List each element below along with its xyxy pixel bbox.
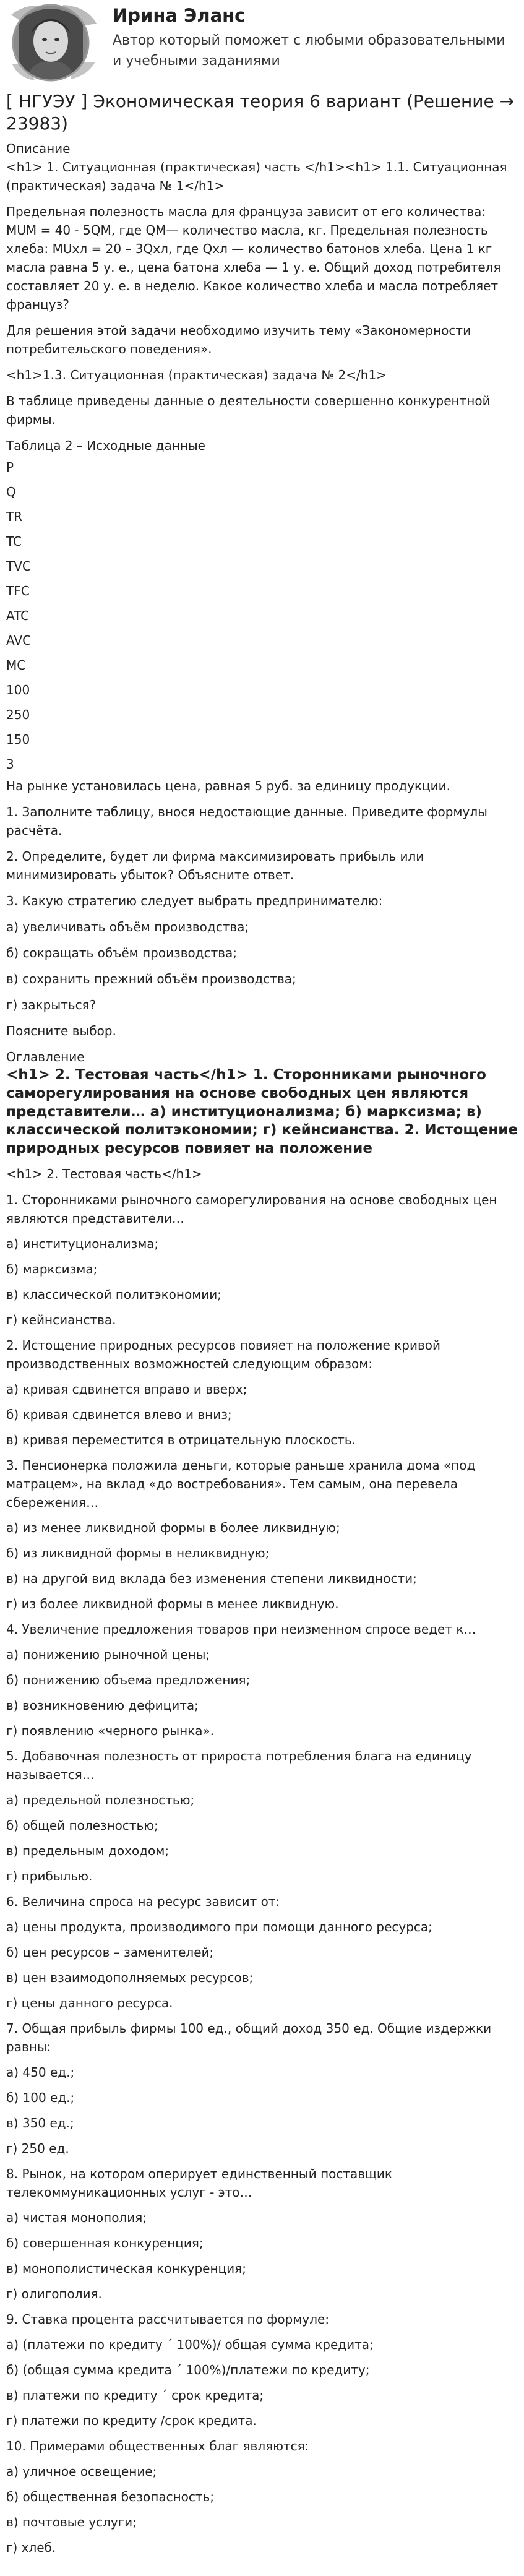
table-cell: 3	[6, 756, 14, 772]
table-caption: Таблица 2 – Исходные данные	[6, 437, 205, 453]
table-cell: Q	[6, 484, 16, 499]
question-item: б) сокращать объём производства;	[6, 945, 238, 960]
test-item: а) кривая сдвинется вправо и вверх;	[6, 1382, 247, 1397]
author-info	[113, 2, 518, 71]
test-item: в) предельным доходом;	[6, 1843, 170, 1859]
table-cell: P	[6, 459, 14, 475]
question-item: 3. Какую стратегию следует выбрать предпринимателю:	[6, 893, 383, 908]
data-table	[6, 455, 518, 777]
question-item: 1. Заполните таблицу, внося недостающие данные. Приведите формулы расчёта.	[6, 804, 487, 838]
table-cell: 250	[6, 707, 30, 722]
test-item: г) из более ликвидной формы в менее ликвидную.	[6, 1596, 339, 1612]
test-item: б) общественная безопасность;	[6, 2489, 215, 2505]
question-item: Поясните выбор.	[6, 1023, 116, 1038]
test-item: г) кейнсианства.	[6, 1312, 116, 1328]
test-item: а) из менее ликвидной формы в более ликвидную;	[6, 1520, 340, 1536]
test-item: а) (платежи по кредиту ´ 100%)/ общая сумма кредита;	[6, 2337, 374, 2353]
test-item: 5. Добавочная полезность от прироста потребления блага на единицу называется…	[6, 1749, 472, 1783]
test-item: 3. Пенсионерка положила деньги, которые раньше хранила дома «под матрацем», на вклад «до востребования». Тем самым, она перевела сбережения…	[6, 1458, 476, 1510]
author-description: Автор который поможет с любыми образовательными и учебными заданиями	[113, 33, 505, 69]
test-item: в) цен взаимодополняемых ресурсов;	[6, 1970, 254, 1986]
test-item: б) кривая сдвинется влево и вниз;	[6, 1407, 232, 1423]
question-item: г) закрыться?	[6, 997, 97, 1012]
test-item: б) цен ресурсов – заменителей;	[6, 1945, 214, 1960]
page-title: [ НГУЭУ ] Экономическая теория 6 вариант (Решение → 23983)	[6, 91, 515, 134]
test-item: а) институционализма;	[6, 1236, 159, 1252]
question-item: 2. Определите, будет ли фирма максимизировать прибыль или минимизировать убыток? Объясните ответ.	[6, 848, 424, 882]
description-label: Описание	[6, 140, 71, 156]
table-cell: TC	[6, 533, 22, 549]
test-item: в) кривая переместится в отрицательную плоскость.	[6, 1432, 356, 1448]
test-item: 1. Сторонниками рыночного саморегулирования на основе свободных цен являются представители…	[6, 1192, 497, 1226]
test-item: в) 350 ед.;	[6, 2116, 74, 2131]
table-cell: 150	[6, 731, 30, 747]
test-item: в) классической политэкономии;	[6, 1287, 222, 1303]
question-item: а) увеличивать объём производства;	[6, 919, 249, 934]
test-item: в) платежи по кредиту ´ срок кредита;	[6, 2388, 264, 2403]
test-item: в) почтовые услуги;	[6, 2515, 137, 2530]
test-item: 8. Рынок, на котором оперирует единственный поставщик телекоммуникационных услуг - это…	[6, 2166, 392, 2200]
test-item: б) 100 ед.;	[6, 2090, 75, 2106]
table-cell: TR	[6, 509, 23, 524]
test-item: б) марксизма;	[6, 1262, 98, 1277]
test-item: а) уличное освещение;	[6, 2464, 157, 2479]
test-item: г) хлеб.	[6, 2540, 56, 2556]
market-text: На рынке установилась цена, равная 5 руб. за единицу продукции.	[6, 778, 451, 793]
intro-html-line: <h1> 1. Ситуационная (практическая) часть </h1><h1> 1.1. Ситуационная (практическая) задача № 1</h1>	[6, 159, 507, 193]
test-list	[6, 1191, 518, 2557]
test-item: б) общей полезностью;	[6, 1818, 158, 1833]
test-item: г) появлению «черного рынка».	[6, 1723, 215, 1739]
author-name[interactable]: Ирина Эланс	[113, 5, 246, 26]
test-item: 10. Примерами общественных благ являются:	[6, 2439, 309, 2454]
test-item: 7. Общая прибыль фирмы 100 ед., общий доход 350 ед. Общие издержки равны:	[6, 2021, 492, 2055]
test-item: г) прибылью.	[6, 1869, 93, 1884]
test-item: а) чистая монополия;	[6, 2210, 147, 2226]
table-cell: TFC	[6, 583, 30, 598]
test-item: 6. Величина спроса на ресурс зависит от:	[6, 1894, 280, 1910]
test-item: г) 250 ед.	[6, 2141, 69, 2156]
test-item: а) 450 ед.;	[6, 2065, 75, 2080]
test-item: б) совершенная конкуренция;	[6, 2236, 204, 2251]
toc-label: Оглавление	[6, 1049, 85, 1064]
table-cell: TVC	[6, 558, 31, 574]
table-cell: ATC	[6, 608, 30, 623]
test-item: г) платежи по кредиту /срок кредита.	[6, 2413, 257, 2429]
test-item: 2. Истощение природных ресурсов повияет на положение кривой производственных возможностей следующим образом:	[6, 1338, 440, 1372]
avatar[interactable]	[6, 2, 99, 83]
user-avatar-icon	[6, 2, 99, 83]
test-item: б) из ликвидной формы в неликвидную;	[6, 1546, 270, 1561]
task2-questions	[6, 803, 518, 1040]
test-item: б) понижению объема предложения;	[6, 1673, 251, 1688]
test-item: в) на другой вид вклада без изменения степени ликвидности;	[6, 1571, 417, 1587]
task2-intro: В таблице приведены данные о деятельности совершенно конкурентной фирмы.	[6, 393, 491, 427]
test-item: 4. Увеличение предложения товаров при неизменном спросе ведет к…	[6, 1622, 476, 1637]
task1-note: Для решения этой задачи необходимо изучить тему «Закономерности потребительского поведения».	[6, 322, 471, 356]
test-item: а) понижению рыночной цены;	[6, 1647, 210, 1663]
table-cell: AVC	[6, 632, 32, 648]
test-item: 9. Ставка процента рассчитывается по формуле:	[6, 2312, 330, 2327]
table-cell: MC	[6, 657, 26, 673]
toc-heading: <h1> 2. Тестовая часть</h1> 1. Сторонниками рыночного саморегулирования на основе свободных цен являются представители… а) институционализма; б) марксизма; в) классической политэкономии; г) кейнсианства. 2. Истощение природных ресурсов повияет на положение	[6, 1066, 518, 1157]
question-item: в) сохранить прежний объём производства;	[6, 971, 296, 986]
task1-text: Предельная полезность масла для француза зависит от его количества: MUM = 40 - 5QM, где QM— количество масла, кг. Предельная полезность хлеба: MUхл = 20 – 3Qхл, где Qхл — количество батонов хлеба. Цена 1 кг масла равна 5 у. е., цена батона хлеба — 1 у. е. Общий доход потребителя составляет 20 у. е. в неделю. Какое количество хлеба и масла потребляет француз?	[6, 204, 501, 312]
test-item: а) цены продукта, производимого при помощи данного ресурса;	[6, 1919, 432, 1935]
table-cell: 100	[6, 682, 30, 697]
test-item: б) (общая сумма кредита ´ 100%)/платежи по кредиту;	[6, 2363, 370, 2378]
test-item: г) цены данного ресурса.	[6, 1996, 173, 2011]
task2-header: <h1>1.3. Ситуационная (практическая) задача № 2</h1>	[6, 367, 387, 382]
test-header: <h1> 2. Тестовая часть</h1>	[6, 1166, 202, 1182]
test-item: в) возникновению дефицита;	[6, 1698, 199, 1713]
test-item: в) монополистическая конкуренция;	[6, 2261, 246, 2277]
test-item: а) предельной полезностью;	[6, 1793, 195, 1808]
author-block	[6, 2, 518, 88]
test-item: г) олигополия.	[6, 2286, 102, 2302]
